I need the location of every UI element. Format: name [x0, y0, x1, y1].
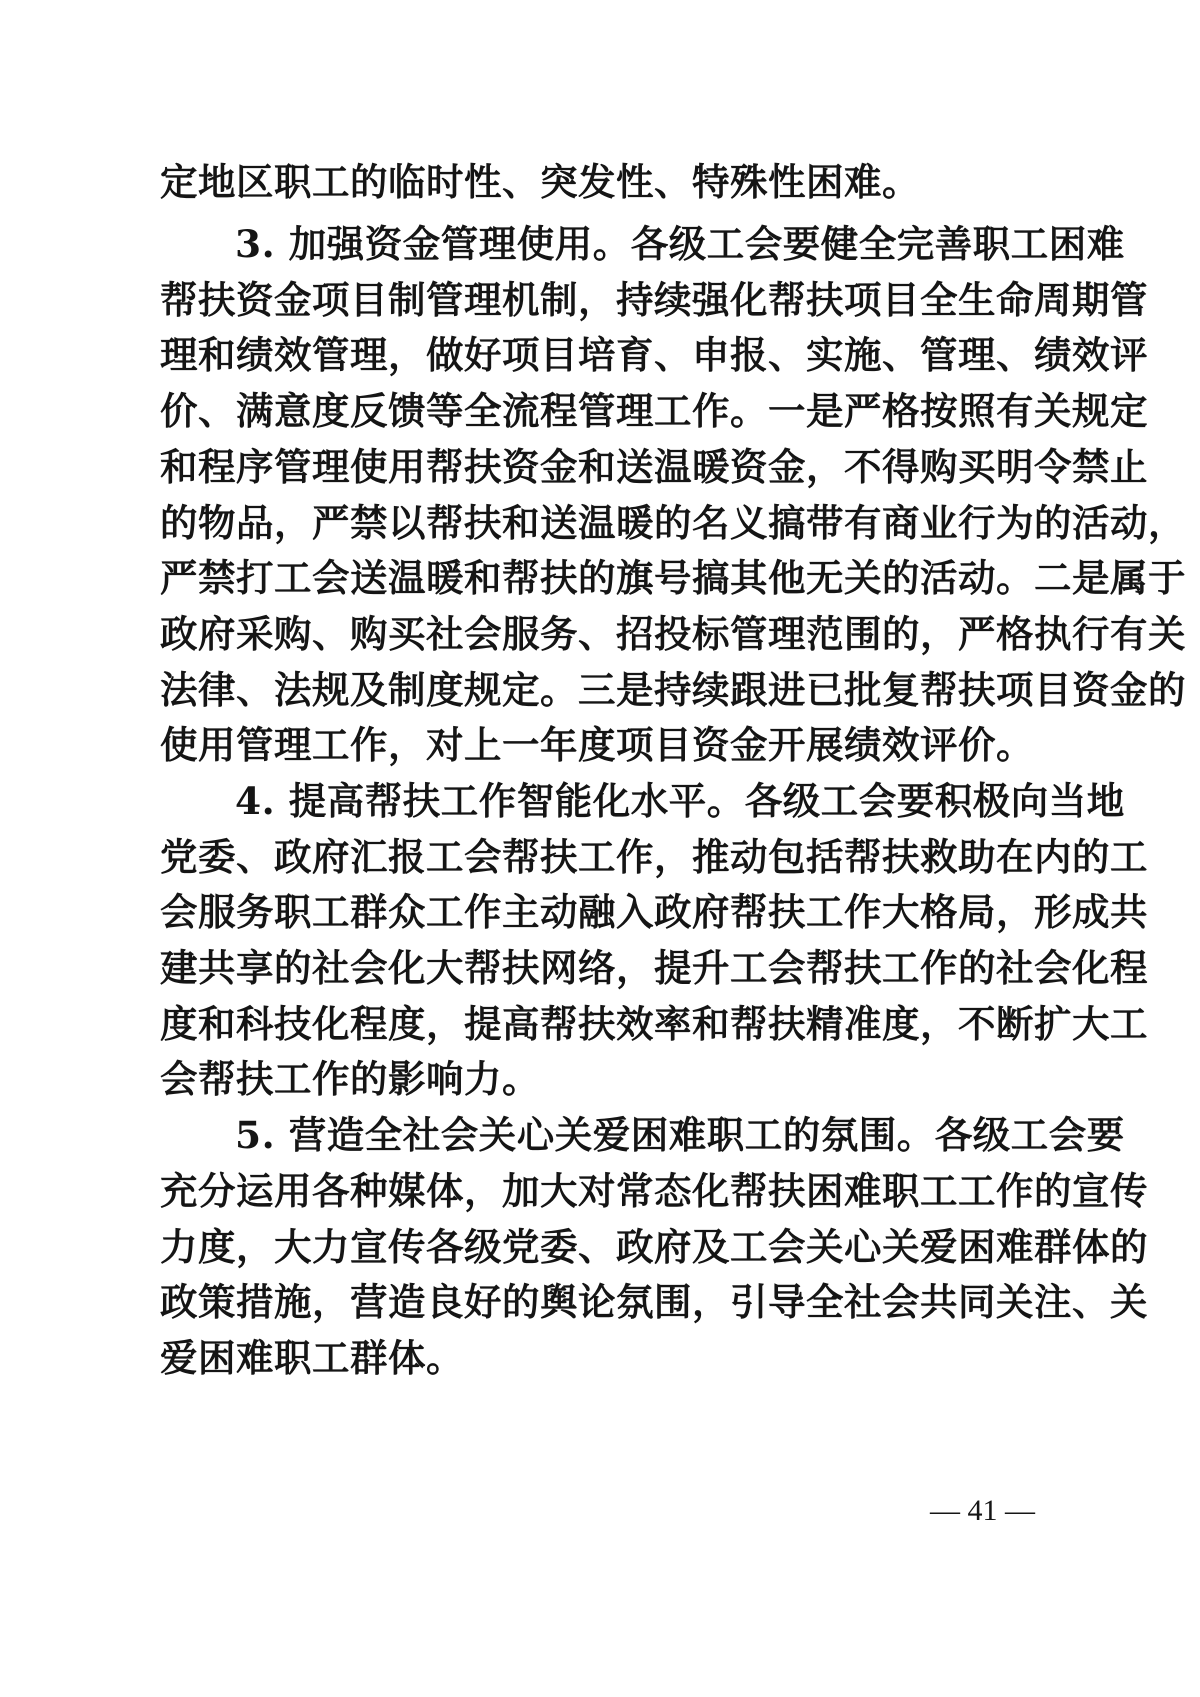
text-line: 3. 加强资金管理使用。各级工会要健全完善职工困难	[235, 222, 1125, 266]
text-line: 5. 营造全社会关心关爱困难职工的氛围。各级工会要	[235, 1113, 1125, 1157]
text-line: 爱困难职工群体。	[160, 1336, 464, 1380]
text-line: 严禁打工会送温暖和帮扶的旗号搞其他无关的活动。二是属于	[160, 556, 1186, 600]
text-line: 力度，大力宣传各级党委、政府及工会关心关爱困难群体的	[160, 1225, 1148, 1269]
page-number: — 41 —	[930, 1494, 1035, 1527]
text-line: 使用管理工作，对上一年度项目资金开展绩效评价。	[160, 723, 1034, 767]
text-line: 度和科技化程度，提高帮扶效率和帮扶精准度，不断扩大工	[160, 1002, 1148, 1046]
text-line: 会帮扶工作的影响力。	[160, 1057, 540, 1101]
text-line: 价、满意度反馈等全流程管理工作。一是严格按照有关规定	[160, 389, 1148, 433]
text-line: 党委、政府汇报工会帮扶工作，推动包括帮扶救助在内的工	[160, 835, 1148, 879]
text-line: 政府采购、购买社会服务、招投标管理范围的，严格执行有关	[160, 612, 1186, 656]
text-line: 充分运用各种媒体，加大对常态化帮扶困难职工工作的宣传	[160, 1169, 1148, 1213]
text-line: 建共享的社会化大帮扶网络，提升工会帮扶工作的社会化程	[160, 946, 1148, 990]
text-line: 和程序管理使用帮扶资金和送温暖资金，不得购买明令禁止	[160, 445, 1148, 489]
text-line: 定地区职工的临时性、突发性、特殊性困难。	[160, 160, 920, 204]
text-line: 理和绩效管理，做好项目培育、申报、实施、管理、绩效评	[160, 333, 1148, 377]
text-line: 的物品，严禁以帮扶和送温暖的名义搞带有商业行为的活动，	[160, 501, 1186, 545]
text-line: 政策措施，营造良好的舆论氛围，引导全社会共同关注、关	[160, 1280, 1148, 1324]
text-line: 帮扶资金项目制管理机制，持续强化帮扶项目全生命周期管	[160, 278, 1148, 322]
text-line: 会服务职工群众工作主动融入政府帮扶工作大格局，形成共	[160, 890, 1148, 934]
text-line: 法律、法规及制度规定。三是持续跟进已批复帮扶项目资金的	[160, 668, 1186, 712]
text-line: 4. 提高帮扶工作智能化水平。各级工会要积极向当地	[235, 779, 1125, 823]
